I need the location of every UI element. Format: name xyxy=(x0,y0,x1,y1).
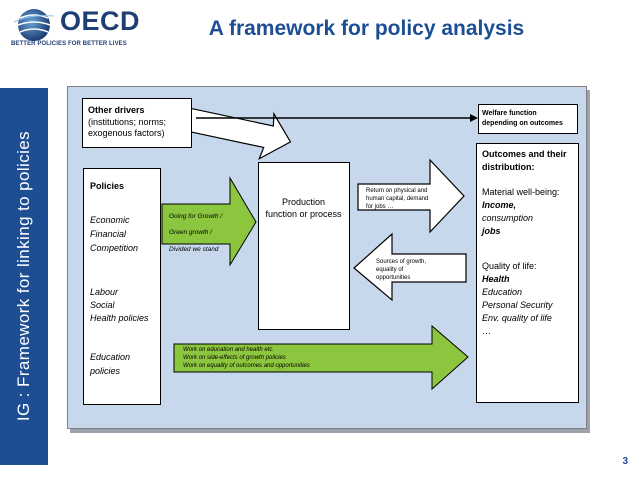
welfare-line-1: Welfare function xyxy=(482,110,537,117)
production-box xyxy=(258,162,350,330)
outcome-ellipsis: … xyxy=(482,326,491,336)
work-label-2: Work on side-effects of growth policies xyxy=(183,355,286,361)
policy-competition: Competition xyxy=(90,243,139,253)
outcome-education: Education xyxy=(482,287,523,297)
work-label-1: Work on education and health etc. xyxy=(183,347,275,353)
production-line-2: function or process xyxy=(265,209,342,219)
returns-label-2: human capital, demand xyxy=(366,196,429,202)
outcomes-title-2: distribution: xyxy=(482,162,535,172)
returns-label-1: Return on physical and xyxy=(366,188,428,194)
outcome-consumption: consumption xyxy=(482,213,534,223)
policy-labour: Labour xyxy=(90,287,119,297)
sources-label-2: equality of xyxy=(376,267,404,273)
outcome-income: Income, xyxy=(482,200,517,210)
other-drivers-box xyxy=(82,98,192,148)
policy-social: Social xyxy=(90,300,115,310)
welfare-function-box xyxy=(478,104,578,134)
policy-health: Health policies xyxy=(90,313,149,323)
policies-box xyxy=(83,168,161,405)
other-drivers-body: (institutions; norms; exogenous factors) xyxy=(88,117,167,138)
drivers-arrow xyxy=(182,96,295,164)
page-number: 3 xyxy=(622,456,628,467)
logo-wordmark: OECD xyxy=(60,6,141,36)
growth-label-3: Divided we stand xyxy=(169,246,219,253)
returns-label-3: for jobs … xyxy=(366,204,394,210)
outcome-env: Env. quality of life xyxy=(482,313,552,323)
policies-title: Policies xyxy=(90,181,125,191)
welfare-line-2: depending on outcomes xyxy=(482,120,563,127)
logo-tagline: BETTER POLICIES FOR BETTER LIVES xyxy=(11,41,127,47)
outcome-health: Health xyxy=(482,274,510,284)
policy-education-2: policies xyxy=(90,366,121,376)
outcomes-box xyxy=(476,143,579,403)
policy-economic: Economic xyxy=(90,215,130,225)
quality-of-life-label: Quality of life: xyxy=(482,261,537,271)
sources-label-3: opportunities xyxy=(376,275,411,281)
page-title: A framework for policy analysis xyxy=(208,17,525,40)
sources-arrow xyxy=(354,234,466,300)
growth-label-2: Green growth / xyxy=(169,229,212,236)
sidebar-label: IG : Framework for linking to policies xyxy=(14,130,33,422)
outcome-security: Personal Security xyxy=(482,300,553,310)
production-line-1: Production xyxy=(281,197,326,207)
other-drivers-title: Other drivers xyxy=(88,105,145,115)
material-wellbeing-label: Material well-being: xyxy=(482,187,560,197)
work-label-3: Work on equality of outcomes and opportunities xyxy=(183,363,310,369)
policy-financial: Financial xyxy=(90,229,127,239)
welfare-connector-head xyxy=(470,114,478,122)
growth-label-1: Going for Growth / xyxy=(169,213,223,220)
sources-label-1: Sources of growth, xyxy=(376,259,427,265)
policy-education: Education xyxy=(90,352,131,362)
outcomes-title-1: Outcomes and their xyxy=(482,149,567,159)
outcome-jobs: jobs xyxy=(482,226,501,236)
